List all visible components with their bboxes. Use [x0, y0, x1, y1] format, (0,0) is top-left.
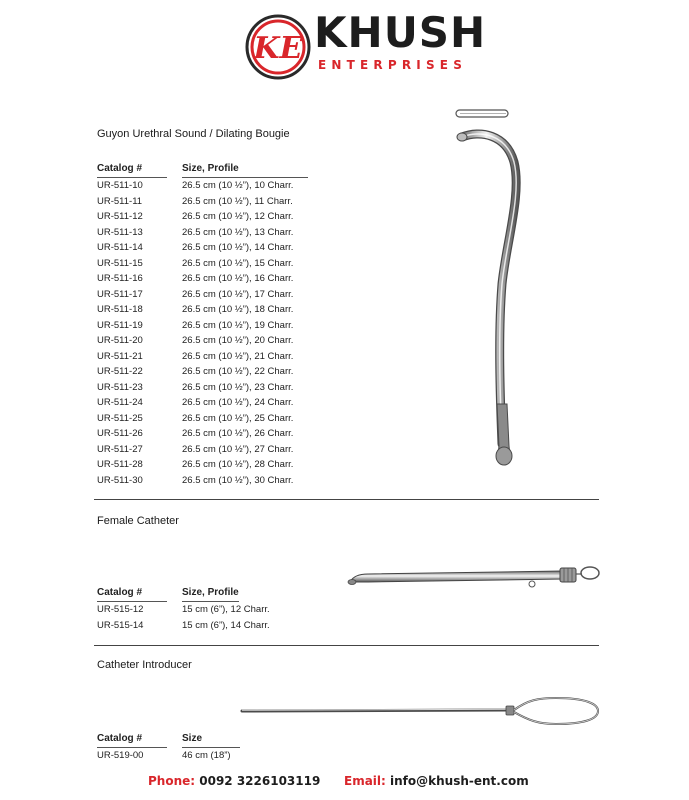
catalog-number: UR-511-24 — [97, 397, 143, 408]
size-profile: 26.5 cm (10 ½”), 26 Charr. — [182, 428, 294, 439]
table-row — [97, 333, 293, 349]
catalog-number: UR-511-30 — [97, 474, 143, 486]
table-row — [97, 411, 293, 427]
catalog-number: UR-511-20 — [97, 335, 143, 346]
table-row — [97, 302, 293, 318]
size-profile: 26.5 cm (10 ½”), 23 Charr. — [182, 381, 294, 393]
catalog-number: UR-511-27 — [97, 443, 143, 455]
size-profile: 26.5 cm (10 ½”), 12 Charr. — [182, 211, 294, 222]
email-label: Email: — [344, 774, 386, 788]
contact-footer — [0, 774, 689, 794]
catalog-number: UR-519-00 — [97, 750, 144, 761]
header-underline — [182, 177, 308, 178]
table-row — [97, 349, 293, 365]
table-row — [97, 240, 293, 256]
size-profile: 26.5 cm (10 ½”), 14 Charr. — [182, 242, 294, 253]
size-profile: 26.5 cm (10 ½”), 10 Charr. — [182, 180, 294, 191]
phone-number[interactable]: 0092 3226103119 — [199, 774, 321, 788]
catalog-table-female-catheter — [97, 587, 270, 633]
catalog-number: UR-511-11 — [97, 195, 143, 207]
size-profile: 26.5 cm (10 ½”), 13 Charr. — [182, 226, 294, 238]
table-row — [97, 364, 293, 380]
size-profile: 26.5 cm (10 ½”), 18 Charr. — [182, 304, 294, 315]
header-underline — [182, 601, 239, 602]
catalog-number: UR-511-23 — [97, 381, 143, 393]
header-underline — [97, 601, 167, 602]
size-profile: 26.5 cm (10 ½”), 17 Charr. — [182, 288, 294, 300]
size-profile: 26.5 cm (10 ½”), 30 Charr. — [182, 474, 294, 486]
table-row — [97, 178, 293, 194]
brand-logo-icon — [243, 14, 313, 80]
female-catheter-illustration-icon — [344, 562, 604, 592]
catalog-number: UR-511-22 — [97, 366, 143, 377]
table-row — [97, 194, 293, 210]
catalog-number: UR-515-14 — [97, 619, 144, 631]
brand-name: KHUSH — [314, 8, 487, 57]
size-profile: 26.5 cm (10 ½”), 20 Charr. — [182, 335, 294, 346]
table-row — [97, 287, 293, 303]
section-divider — [94, 499, 599, 500]
section-title-catheter-introducer: Catheter Introducer — [97, 659, 192, 671]
catalog-number: UR-511-19 — [97, 319, 143, 331]
column-header-catalog: Catalog # — [97, 587, 143, 598]
size-profile: 26.5 cm (10 ½”), 21 Charr. — [182, 350, 294, 362]
header-underline — [182, 747, 240, 748]
size-profile: 26.5 cm (10 ½”), 16 Charr. — [182, 273, 294, 284]
table-row — [97, 225, 293, 241]
catalog-number: UR-511-18 — [97, 304, 143, 315]
column-header-size: Size, Profile — [182, 163, 239, 174]
size-profile: 26.5 cm (10 ½”), 11 Charr. — [182, 195, 293, 207]
phone-contact — [148, 774, 320, 788]
table-row — [97, 256, 293, 272]
catalog-number: UR-511-13 — [97, 226, 143, 238]
column-header-size: Size — [182, 733, 203, 744]
catalog-number: UR-511-16 — [97, 273, 143, 284]
catalog-number: UR-511-15 — [97, 257, 143, 269]
table-row — [97, 395, 293, 411]
table-row — [97, 602, 270, 618]
catalog-number: UR-511-14 — [97, 242, 143, 253]
size-profile: 46 cm (18”) — [182, 750, 231, 761]
column-header-catalog: Catalog # — [97, 733, 143, 744]
catalog-table-guyon-sound — [97, 163, 293, 488]
catalog-number: UR-511-26 — [97, 428, 143, 439]
table-header — [97, 587, 270, 598]
table-row — [97, 209, 293, 225]
catalog-table-catheter-introducer — [97, 733, 231, 764]
size-profile: 26.5 cm (10 ½”), 15 Charr. — [182, 257, 294, 269]
table-row — [97, 442, 293, 458]
table-row — [97, 473, 293, 489]
section-divider — [94, 645, 599, 646]
table-row — [97, 748, 231, 764]
column-header-size: Size, Profile — [182, 587, 239, 598]
table-row — [97, 426, 293, 442]
catalog-number: UR-511-17 — [97, 288, 143, 300]
table-row — [97, 271, 293, 287]
size-profile: 15 cm (6”), 12 Charr. — [182, 604, 270, 615]
size-profile: 26.5 cm (10 ½”), 27 Charr. — [182, 443, 294, 455]
table-row — [97, 457, 293, 473]
catalog-number: UR-511-28 — [97, 459, 143, 470]
table-header — [97, 733, 231, 744]
header-underline — [97, 747, 167, 748]
size-profile: 26.5 cm (10 ½”), 24 Charr. — [182, 397, 294, 408]
brand-subtitle: ENTERPRISES — [318, 58, 468, 72]
size-profile: 26.5 cm (10 ½”), 19 Charr. — [182, 319, 294, 331]
section-title-female-catheter: Female Catheter — [97, 515, 179, 527]
catalog-number: UR-511-10 — [97, 180, 143, 191]
catalog-number: UR-511-12 — [97, 211, 143, 222]
header-underline — [97, 177, 167, 178]
column-header-catalog: Catalog # — [97, 163, 143, 174]
page-header — [0, 0, 689, 90]
catalog-number: UR-515-12 — [97, 604, 144, 615]
email-contact — [344, 774, 529, 788]
table-row — [97, 318, 293, 334]
table-row — [97, 618, 270, 634]
catheter-introducer-illustration-icon — [238, 694, 602, 730]
table-header — [97, 163, 293, 174]
guyon-sound-illustration-icon — [440, 104, 530, 474]
size-profile: 26.5 cm (10 ½”), 22 Charr. — [182, 366, 294, 377]
logo-initials: KE — [253, 31, 303, 66]
email-address[interactable]: info@khush-ent.com — [390, 774, 529, 788]
size-profile: 26.5 cm (10 ½”), 25 Charr. — [182, 412, 294, 424]
table-body — [97, 178, 293, 488]
catalog-number: UR-511-21 — [97, 350, 143, 362]
section-title-guyon-sound: Guyon Urethral Sound / Dilating Bougie — [97, 128, 290, 140]
catalog-number: UR-511-25 — [97, 412, 143, 424]
table-row — [97, 380, 293, 396]
phone-label: Phone: — [148, 774, 196, 788]
size-profile: 26.5 cm (10 ½”), 28 Charr. — [182, 459, 294, 470]
size-profile: 15 cm (6”), 14 Charr. — [182, 619, 270, 631]
